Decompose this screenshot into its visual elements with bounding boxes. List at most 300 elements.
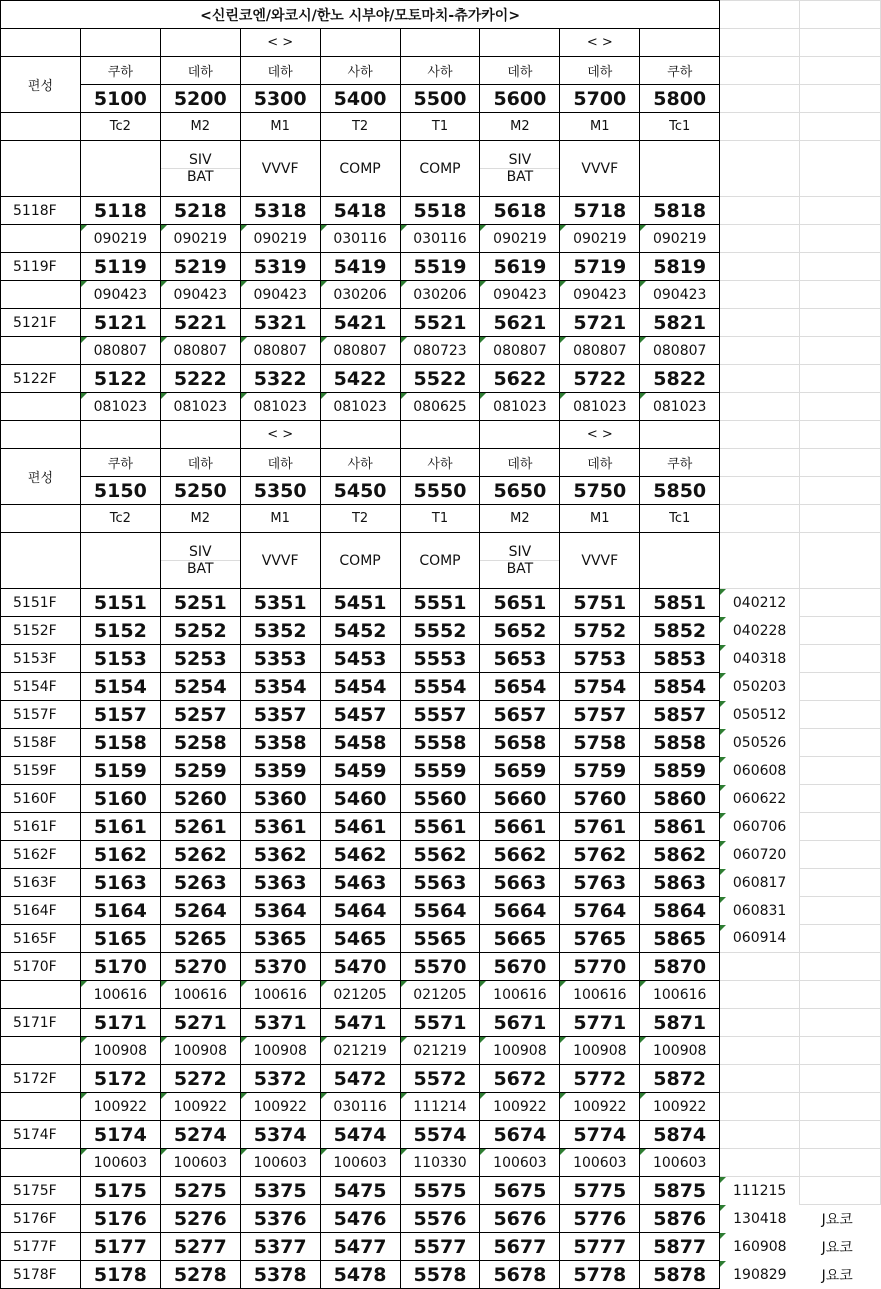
car-date: 080807 — [80, 337, 160, 365]
car-number: 5563 — [400, 869, 480, 897]
car-type: 데하 — [480, 449, 560, 477]
car-date: 100922 — [80, 1093, 160, 1121]
car-number: 5465 — [320, 925, 400, 953]
empty-cell — [1, 981, 81, 1009]
car-number: 5819 — [640, 253, 720, 281]
delivery-date: 040318 — [720, 645, 800, 673]
empty-cell — [720, 197, 800, 225]
car-type-row — [1, 449, 881, 477]
car-number: 5174 — [80, 1121, 160, 1149]
formation-id: 5161F — [1, 813, 81, 841]
car-number: 5519 — [400, 253, 480, 281]
empty-cell — [800, 897, 881, 925]
series-number: 5850 — [640, 477, 720, 505]
car-number: 5564 — [400, 897, 480, 925]
car-code: M1 — [240, 505, 320, 533]
delivery-date: 060706 — [720, 813, 800, 841]
empty-cell — [1, 113, 81, 141]
car-date: 100908 — [240, 1037, 320, 1065]
empty-cell — [800, 337, 881, 365]
car-number: 5318 — [240, 197, 320, 225]
formation-id: 5160F — [1, 785, 81, 813]
series-number: 5200 — [160, 85, 240, 113]
car-number: 5851 — [640, 589, 720, 617]
car-date: 100603 — [640, 1149, 720, 1177]
car-type: 쿠하 — [640, 449, 720, 477]
formation-id: 5162F — [1, 841, 81, 869]
car-number: 5118 — [80, 197, 160, 225]
car-number: 5360 — [240, 785, 320, 813]
series-number: 5450 — [320, 477, 400, 505]
car-number: 5759 — [560, 757, 640, 785]
formation-row — [1, 925, 881, 953]
car-date: 090219 — [640, 225, 720, 253]
car-number: 5375 — [240, 1177, 320, 1205]
formation-label: 편성 — [1, 57, 81, 113]
equipment-label: SIV — [161, 544, 240, 561]
series-number: 5150 — [80, 477, 160, 505]
empty-cell — [720, 141, 800, 197]
car-number: 5853 — [640, 645, 720, 673]
car-number: 5276 — [160, 1205, 240, 1233]
car-code: M1 — [240, 113, 320, 141]
empty-cell — [720, 953, 800, 981]
car-code: Tc1 — [640, 505, 720, 533]
empty-cell — [800, 953, 881, 981]
car-number: 5422 — [320, 365, 400, 393]
car-code: T1 — [400, 113, 480, 141]
car-number: 5565 — [400, 925, 480, 953]
car-number: 5263 — [160, 869, 240, 897]
car-number: 5119 — [80, 253, 160, 281]
empty-cell — [800, 1009, 881, 1037]
delivery-date: 050203 — [720, 673, 800, 701]
car-date: 090219 — [240, 225, 320, 253]
delivery-date: 060817 — [720, 869, 800, 897]
empty-cell — [720, 225, 800, 253]
empty-cell — [720, 393, 800, 421]
car-type: 사하 — [400, 449, 480, 477]
empty-cell — [720, 1065, 800, 1093]
formation-row — [1, 1261, 881, 1289]
car-date: 100908 — [560, 1037, 640, 1065]
car-number: 5854 — [640, 673, 720, 701]
empty-cell — [1, 225, 81, 253]
car-number: 5319 — [240, 253, 320, 281]
gangway-row — [1, 29, 881, 57]
empty-cell — [800, 729, 881, 757]
date-row — [1, 393, 881, 421]
formation-id: 5119F — [1, 253, 81, 281]
car-date: 021219 — [320, 1037, 400, 1065]
car-date: 030206 — [400, 281, 480, 309]
car-date: 090423 — [80, 281, 160, 309]
car-number: 5874 — [640, 1121, 720, 1149]
car-number: 5162 — [80, 841, 160, 869]
formation-id: 5176F — [1, 1205, 81, 1233]
empty-cell — [720, 981, 800, 1009]
car-number: 5870 — [640, 953, 720, 981]
empty-cell — [1, 1093, 81, 1121]
delivery-date: 160908 — [720, 1233, 800, 1261]
car-number: 5176 — [80, 1205, 160, 1233]
car-code: M2 — [480, 113, 560, 141]
empty-cell — [800, 1093, 881, 1121]
car-number: 5122 — [80, 365, 160, 393]
car-number: 5663 — [480, 869, 560, 897]
car-number: 5154 — [80, 673, 160, 701]
car-number: 5858 — [640, 729, 720, 757]
formation-id: 5153F — [1, 645, 81, 673]
car-number: 5364 — [240, 897, 320, 925]
car-number: 5219 — [160, 253, 240, 281]
empty-cell — [720, 449, 800, 477]
car-type: 쿠하 — [80, 57, 160, 85]
empty-cell — [800, 1, 881, 29]
car-code: Tc2 — [80, 113, 160, 141]
car-number: 5471 — [320, 1009, 400, 1037]
empty-cell — [1, 29, 81, 57]
car-date: 090219 — [560, 225, 640, 253]
car-date: 090219 — [160, 225, 240, 253]
empty-cell — [800, 365, 881, 393]
car-date: 021205 — [320, 981, 400, 1009]
car-date: 100908 — [640, 1037, 720, 1065]
delivery-date: 190829 — [720, 1261, 800, 1289]
car-date: 030116 — [400, 225, 480, 253]
empty-cell — [800, 141, 881, 197]
car-number: 5258 — [160, 729, 240, 757]
car-number: 5754 — [560, 673, 640, 701]
series-number: 5100 — [80, 85, 160, 113]
car-code: M1 — [560, 505, 640, 533]
gangway-mark: < > — [240, 421, 320, 449]
car-number: 5352 — [240, 617, 320, 645]
equipment-label: BAT — [506, 561, 534, 577]
car-number: 5872 — [640, 1065, 720, 1093]
car-number: 5376 — [240, 1205, 320, 1233]
transfer-note: J요코 — [821, 1267, 853, 1284]
gangway-row — [1, 421, 881, 449]
car-date: 100616 — [80, 981, 160, 1009]
empty-cell — [800, 533, 881, 589]
series-row — [1, 477, 881, 505]
formation-id: 5165F — [1, 925, 81, 953]
car-date: 100603 — [480, 1149, 560, 1177]
car-number: 5172 — [80, 1065, 160, 1093]
car-number: 5370 — [240, 953, 320, 981]
empty-cell — [800, 869, 881, 897]
code-row — [1, 113, 881, 141]
car-date: 100616 — [640, 981, 720, 1009]
car-number: 5677 — [480, 1233, 560, 1261]
car-number: 5777 — [560, 1233, 640, 1261]
delivery-date: 060622 — [720, 785, 800, 813]
car-number: 5271 — [160, 1009, 240, 1037]
table-body — [1, 1, 881, 1289]
car-number: 5778 — [560, 1261, 640, 1289]
date-row — [1, 225, 881, 253]
equipment-cell — [640, 533, 720, 589]
equipment-label: COMP — [320, 141, 400, 197]
car-number: 5178 — [80, 1261, 160, 1289]
car-number: 5261 — [160, 813, 240, 841]
formation-row — [1, 253, 881, 281]
empty-cell — [800, 981, 881, 1009]
car-date: 100922 — [560, 1093, 640, 1121]
car-type: 데하 — [240, 449, 320, 477]
car-type: 데하 — [480, 57, 560, 85]
car-date: 100603 — [320, 1149, 400, 1177]
car-date: 110330 — [400, 1149, 480, 1177]
car-number: 5351 — [240, 589, 320, 617]
car-number: 5362 — [240, 841, 320, 869]
car-number: 5878 — [640, 1261, 720, 1289]
equipment-label: VVVF — [240, 141, 320, 197]
empty-cell — [400, 421, 480, 449]
car-code: M2 — [480, 505, 560, 533]
empty-cell — [800, 1065, 881, 1093]
car-code: Tc2 — [80, 505, 160, 533]
formation-row — [1, 701, 881, 729]
car-number: 5359 — [240, 757, 320, 785]
car-number: 5251 — [160, 589, 240, 617]
car-date: 090423 — [240, 281, 320, 309]
empty-cell — [720, 365, 800, 393]
formation-id: 5172F — [1, 1065, 81, 1093]
car-number: 5862 — [640, 841, 720, 869]
car-date: 090423 — [560, 281, 640, 309]
car-number: 5676 — [480, 1205, 560, 1233]
car-number: 5177 — [80, 1233, 160, 1261]
car-code: M2 — [160, 505, 240, 533]
car-number: 5576 — [400, 1205, 480, 1233]
car-type: 사하 — [320, 57, 400, 85]
car-date: 090219 — [80, 225, 160, 253]
empty-cell — [1, 337, 81, 365]
car-number: 5419 — [320, 253, 400, 281]
car-number: 5151 — [80, 589, 160, 617]
car-number: 5518 — [400, 197, 480, 225]
car-code: T2 — [320, 113, 400, 141]
car-number: 5272 — [160, 1065, 240, 1093]
car-number: 5659 — [480, 757, 560, 785]
empty-cell — [800, 589, 881, 617]
transfer-note: J요코 — [821, 1239, 853, 1256]
car-number: 5365 — [240, 925, 320, 953]
car-number: 5665 — [480, 925, 560, 953]
car-number: 5265 — [160, 925, 240, 953]
car-number: 5264 — [160, 897, 240, 925]
empty-cell — [400, 29, 480, 57]
car-number: 5678 — [480, 1261, 560, 1289]
empty-cell — [720, 309, 800, 337]
empty-cell — [80, 421, 160, 449]
car-code: Tc1 — [640, 113, 720, 141]
empty-cell — [720, 533, 800, 589]
empty-cell — [80, 29, 160, 57]
car-number: 5776 — [560, 1205, 640, 1233]
empty-cell — [720, 281, 800, 309]
empty-cell — [720, 29, 800, 57]
car-date: 030116 — [320, 1093, 400, 1121]
car-number: 5852 — [640, 617, 720, 645]
car-code: M2 — [160, 113, 240, 141]
empty-cell — [800, 225, 881, 253]
car-number: 5374 — [240, 1121, 320, 1149]
empty-cell — [160, 421, 240, 449]
empty-cell — [800, 785, 881, 813]
empty-cell — [720, 1, 800, 29]
formation-row — [1, 589, 881, 617]
empty-cell — [720, 253, 800, 281]
car-number: 5859 — [640, 757, 720, 785]
car-number: 5371 — [240, 1009, 320, 1037]
car-number: 5864 — [640, 897, 720, 925]
car-date: 080625 — [400, 393, 480, 421]
car-number: 5718 — [560, 197, 640, 225]
formation-row — [1, 729, 881, 757]
car-number: 5163 — [80, 869, 160, 897]
car-number: 5774 — [560, 1121, 640, 1149]
formation-row — [1, 365, 881, 393]
car-number: 5621 — [480, 309, 560, 337]
car-number: 5821 — [640, 309, 720, 337]
empty-cell — [800, 701, 881, 729]
empty-cell — [640, 29, 720, 57]
car-number: 5770 — [560, 953, 640, 981]
car-date: 080723 — [400, 337, 480, 365]
formation-row — [1, 673, 881, 701]
equipment-cell — [480, 533, 560, 589]
series-number: 5400 — [320, 85, 400, 113]
car-number: 5771 — [560, 1009, 640, 1037]
car-number: 5560 — [400, 785, 480, 813]
car-number: 5457 — [320, 701, 400, 729]
formation-id: 5152F — [1, 617, 81, 645]
car-number: 5165 — [80, 925, 160, 953]
car-number: 5377 — [240, 1233, 320, 1261]
car-number: 5474 — [320, 1121, 400, 1149]
car-number: 5152 — [80, 617, 160, 645]
car-number: 5372 — [240, 1065, 320, 1093]
empty-cell — [1, 281, 81, 309]
empty-cell — [800, 393, 881, 421]
car-type: 쿠하 — [640, 57, 720, 85]
car-number: 5554 — [400, 673, 480, 701]
car-number: 5353 — [240, 645, 320, 673]
formation-id: 5151F — [1, 589, 81, 617]
car-number: 5861 — [640, 813, 720, 841]
car-number: 5578 — [400, 1261, 480, 1289]
car-number: 5758 — [560, 729, 640, 757]
date-row — [1, 1093, 881, 1121]
empty-cell — [720, 113, 800, 141]
car-number: 5574 — [400, 1121, 480, 1149]
empty-cell — [800, 449, 881, 477]
car-number: 5378 — [240, 1261, 320, 1289]
car-number: 5618 — [480, 197, 560, 225]
car-number: 5719 — [560, 253, 640, 281]
car-number: 5470 — [320, 953, 400, 981]
delivery-date: 050526 — [720, 729, 800, 757]
formation-id: 5121F — [1, 309, 81, 337]
empty-cell — [1, 533, 81, 589]
car-number: 5521 — [400, 309, 480, 337]
car-number: 5764 — [560, 897, 640, 925]
delivery-date: 050512 — [720, 701, 800, 729]
car-number: 5762 — [560, 841, 640, 869]
car-code: M1 — [560, 113, 640, 141]
equipment-label: COMP — [400, 141, 480, 197]
delivery-date: 060608 — [720, 757, 800, 785]
date-row — [1, 337, 881, 365]
car-number: 5871 — [640, 1009, 720, 1037]
car-date: 090423 — [480, 281, 560, 309]
car-number: 5121 — [80, 309, 160, 337]
car-number: 5461 — [320, 813, 400, 841]
date-row — [1, 1037, 881, 1065]
series-number: 5500 — [400, 85, 480, 113]
car-number: 5475 — [320, 1177, 400, 1205]
car-date: 100908 — [80, 1037, 160, 1065]
car-date: 090219 — [480, 225, 560, 253]
car-number: 5221 — [160, 309, 240, 337]
car-number: 5472 — [320, 1065, 400, 1093]
car-number: 5452 — [320, 617, 400, 645]
empty-cell — [800, 421, 881, 449]
equipment-label: BAT — [186, 169, 214, 185]
car-number: 5459 — [320, 757, 400, 785]
sheet-title: <신린코엔/와코시/한노 시부야/모토마치-츄가카이> — [1, 1, 720, 29]
car-number: 5358 — [240, 729, 320, 757]
car-date: 030116 — [320, 225, 400, 253]
empty-cell — [800, 197, 881, 225]
car-date: 100603 — [240, 1149, 320, 1177]
formation-id: 5157F — [1, 701, 81, 729]
car-date: 081023 — [560, 393, 640, 421]
empty-cell — [320, 29, 400, 57]
car-number: 5476 — [320, 1205, 400, 1233]
car-date: 021219 — [400, 1037, 480, 1065]
empty-cell — [720, 1037, 800, 1065]
formation-row — [1, 897, 881, 925]
equipment-label: COMP — [320, 533, 400, 589]
date-row — [1, 981, 881, 1009]
car-number: 5274 — [160, 1121, 240, 1149]
transfer-note: J요코 — [821, 1211, 853, 1228]
car-number: 5157 — [80, 701, 160, 729]
empty-cell — [800, 925, 881, 953]
empty-cell — [720, 421, 800, 449]
car-number: 5253 — [160, 645, 240, 673]
car-date: 100922 — [240, 1093, 320, 1121]
empty-cell — [800, 757, 881, 785]
car-number: 5775 — [560, 1177, 640, 1205]
series-number: 5750 — [560, 477, 640, 505]
car-number: 5772 — [560, 1065, 640, 1093]
empty-cell — [1, 141, 81, 197]
empty-cell — [800, 1177, 881, 1205]
car-number: 5218 — [160, 197, 240, 225]
empty-cell — [1, 393, 81, 421]
formation-label: 편성 — [1, 449, 81, 505]
formation-row — [1, 645, 881, 673]
equipment-label: SIV — [480, 152, 559, 169]
car-number: 5657 — [480, 701, 560, 729]
series-number: 5350 — [240, 477, 320, 505]
empty-cell — [720, 57, 800, 85]
